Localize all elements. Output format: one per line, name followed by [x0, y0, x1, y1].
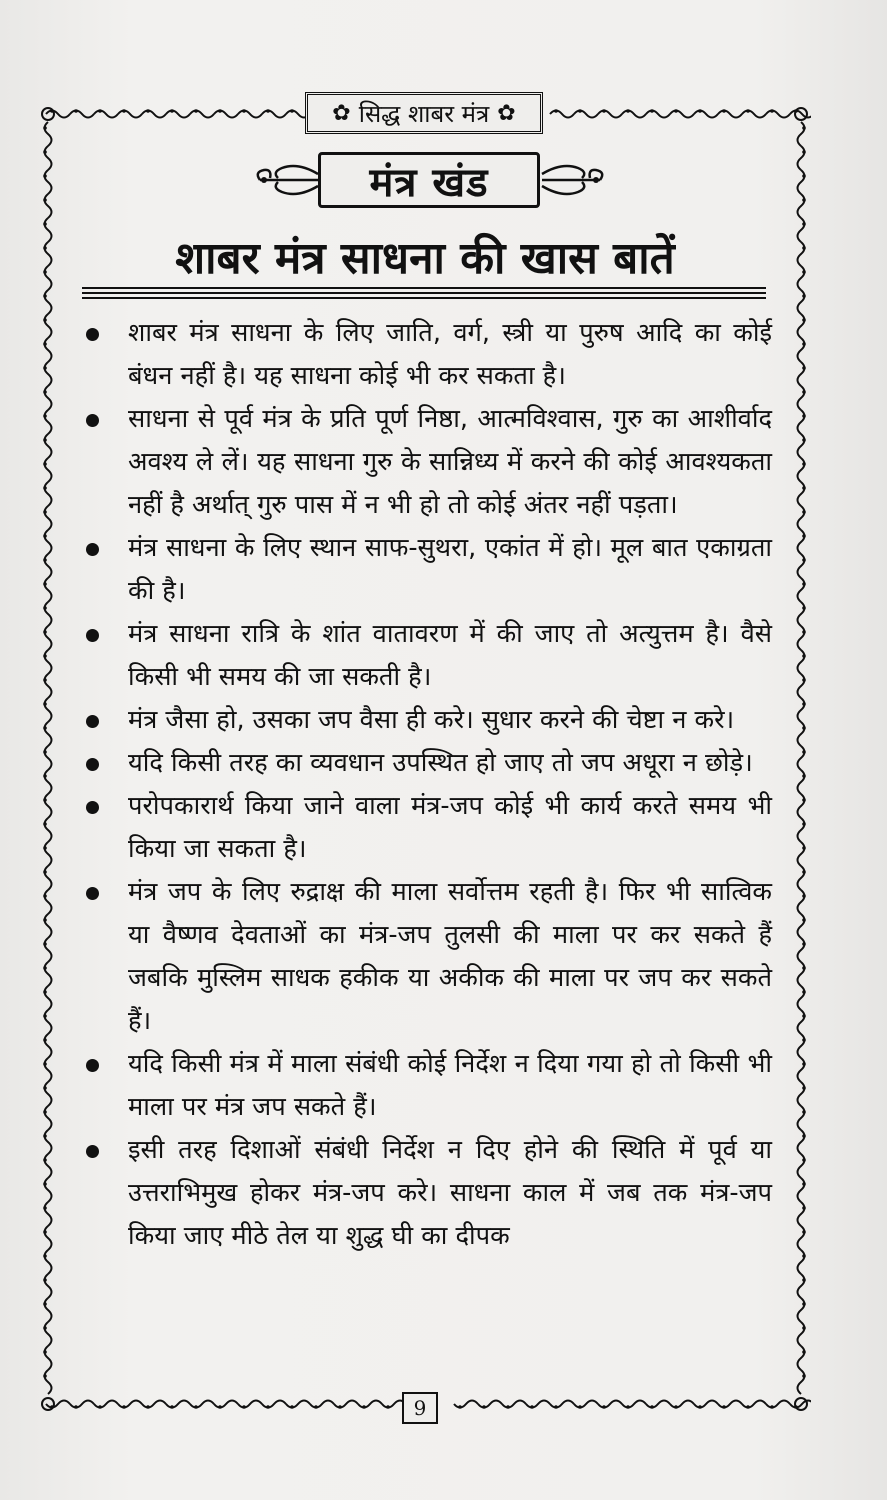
bullet-text: मंत्र जैसा हो, उसका जप वैसा ही करे। सुधार करने की चेष्टा न करे।: [128, 705, 735, 735]
page-number: 9: [402, 1392, 438, 1424]
heading-divider: [82, 287, 766, 299]
bullet-item: [82, 312, 772, 398]
bullet-item: [82, 613, 772, 699]
bullet-list: [82, 312, 772, 1258]
running-header-text: सिद्ध शाबर मंत्र: [358, 99, 490, 128]
bullet-dot-icon: [86, 715, 99, 728]
bullet-text: साधना से पूर्व मंत्र के प्रति पूर्ण निष्ठा, आत्मविश्वास, गुरु का आशीर्वाद अवश्य ले लें। यह साधना गुरु के सान्निध्य में करने की कोई आवश्यकता नहीं है अर्थात् गुरु पास में न भी हो तो कोई अंतर नहीं पड़ता।: [128, 404, 772, 520]
bullet-item: [82, 699, 772, 742]
bullet-dot-icon: [86, 801, 99, 814]
bullet-item: [82, 1043, 772, 1129]
bullet-dot-icon: [86, 629, 99, 642]
running-header: [305, 92, 543, 134]
bullet-item: [82, 742, 772, 785]
bullet-dot-icon: [86, 1145, 99, 1158]
section-title: मंत्र खंड: [318, 152, 540, 208]
bullet-text: शाबर मंत्र साधना के लिए जाति, वर्ग, स्त्री या पुरुष आदि का कोई बंधन नहीं है। यह साधना कोई भी कर सकता है।: [128, 318, 772, 391]
bullet-item: [82, 398, 772, 527]
flower-icon: ✿: [332, 100, 351, 126]
page-heading: शाबर मंत्र साधना की खास बातें: [175, 233, 675, 284]
bullet-dot-icon: [86, 887, 99, 900]
bullet-text: परोपकारार्थ किया जाने वाला मंत्र-जप कोई भी कार्य करते समय भी किया जा सकता है।: [128, 791, 772, 864]
bullet-item: [82, 1129, 772, 1258]
bullet-item: [82, 527, 772, 613]
bullet-item: [82, 785, 772, 871]
bullet-text: मंत्र जप के लिए रुद्राक्ष की माला सर्वोत्तम रहती है। फिर भी सात्विक या वैष्णव देवताओं का मंत्र-जप तुलसी की माला पर कर सकते हैं जबकि मुस्लिम साधक हकीक या अकीक की माला पर जप कर सकते हैं।: [128, 877, 772, 1036]
bullet-text: यदि किसी मंत्र में माला संबंधी कोई निर्देश न दिया गया हो तो किसी भी माला पर मंत्र जप सकते हैं।: [128, 1049, 772, 1122]
bullet-dot-icon: [86, 1059, 99, 1072]
flower-icon: ✿: [497, 100, 516, 126]
bullet-text: इसी तरह दिशाओं संबंधी निर्देश न दिए होने की स्थिति में पूर्व या उत्तराभिमुख होकर मंत्र-जप करे। साधना काल में जब तक मंत्र-जप किया जाए मीठे तेल या शुद्ध घी का दीपक: [128, 1135, 772, 1251]
bullet-text: मंत्र साधना रात्रि के शांत वातावरण में की जाए तो अत्युत्तम है। वैसे किसी भी समय की जा सकती है।: [128, 619, 772, 692]
bullet-dot-icon: [86, 328, 99, 341]
bullet-dot-icon: [86, 414, 99, 427]
bullet-text: मंत्र साधना के लिए स्थान साफ-सुथरा, एकांत में हो। मूल बात एकाग्रता की है।: [128, 533, 772, 606]
bullet-dot-icon: [86, 543, 99, 556]
bullet-item: [82, 871, 772, 1043]
bullet-dot-icon: [86, 758, 99, 771]
bullet-text: यदि किसी तरह का व्यवधान उपस्थित हो जाए तो जप अधूरा न छोड़े।: [128, 748, 753, 778]
